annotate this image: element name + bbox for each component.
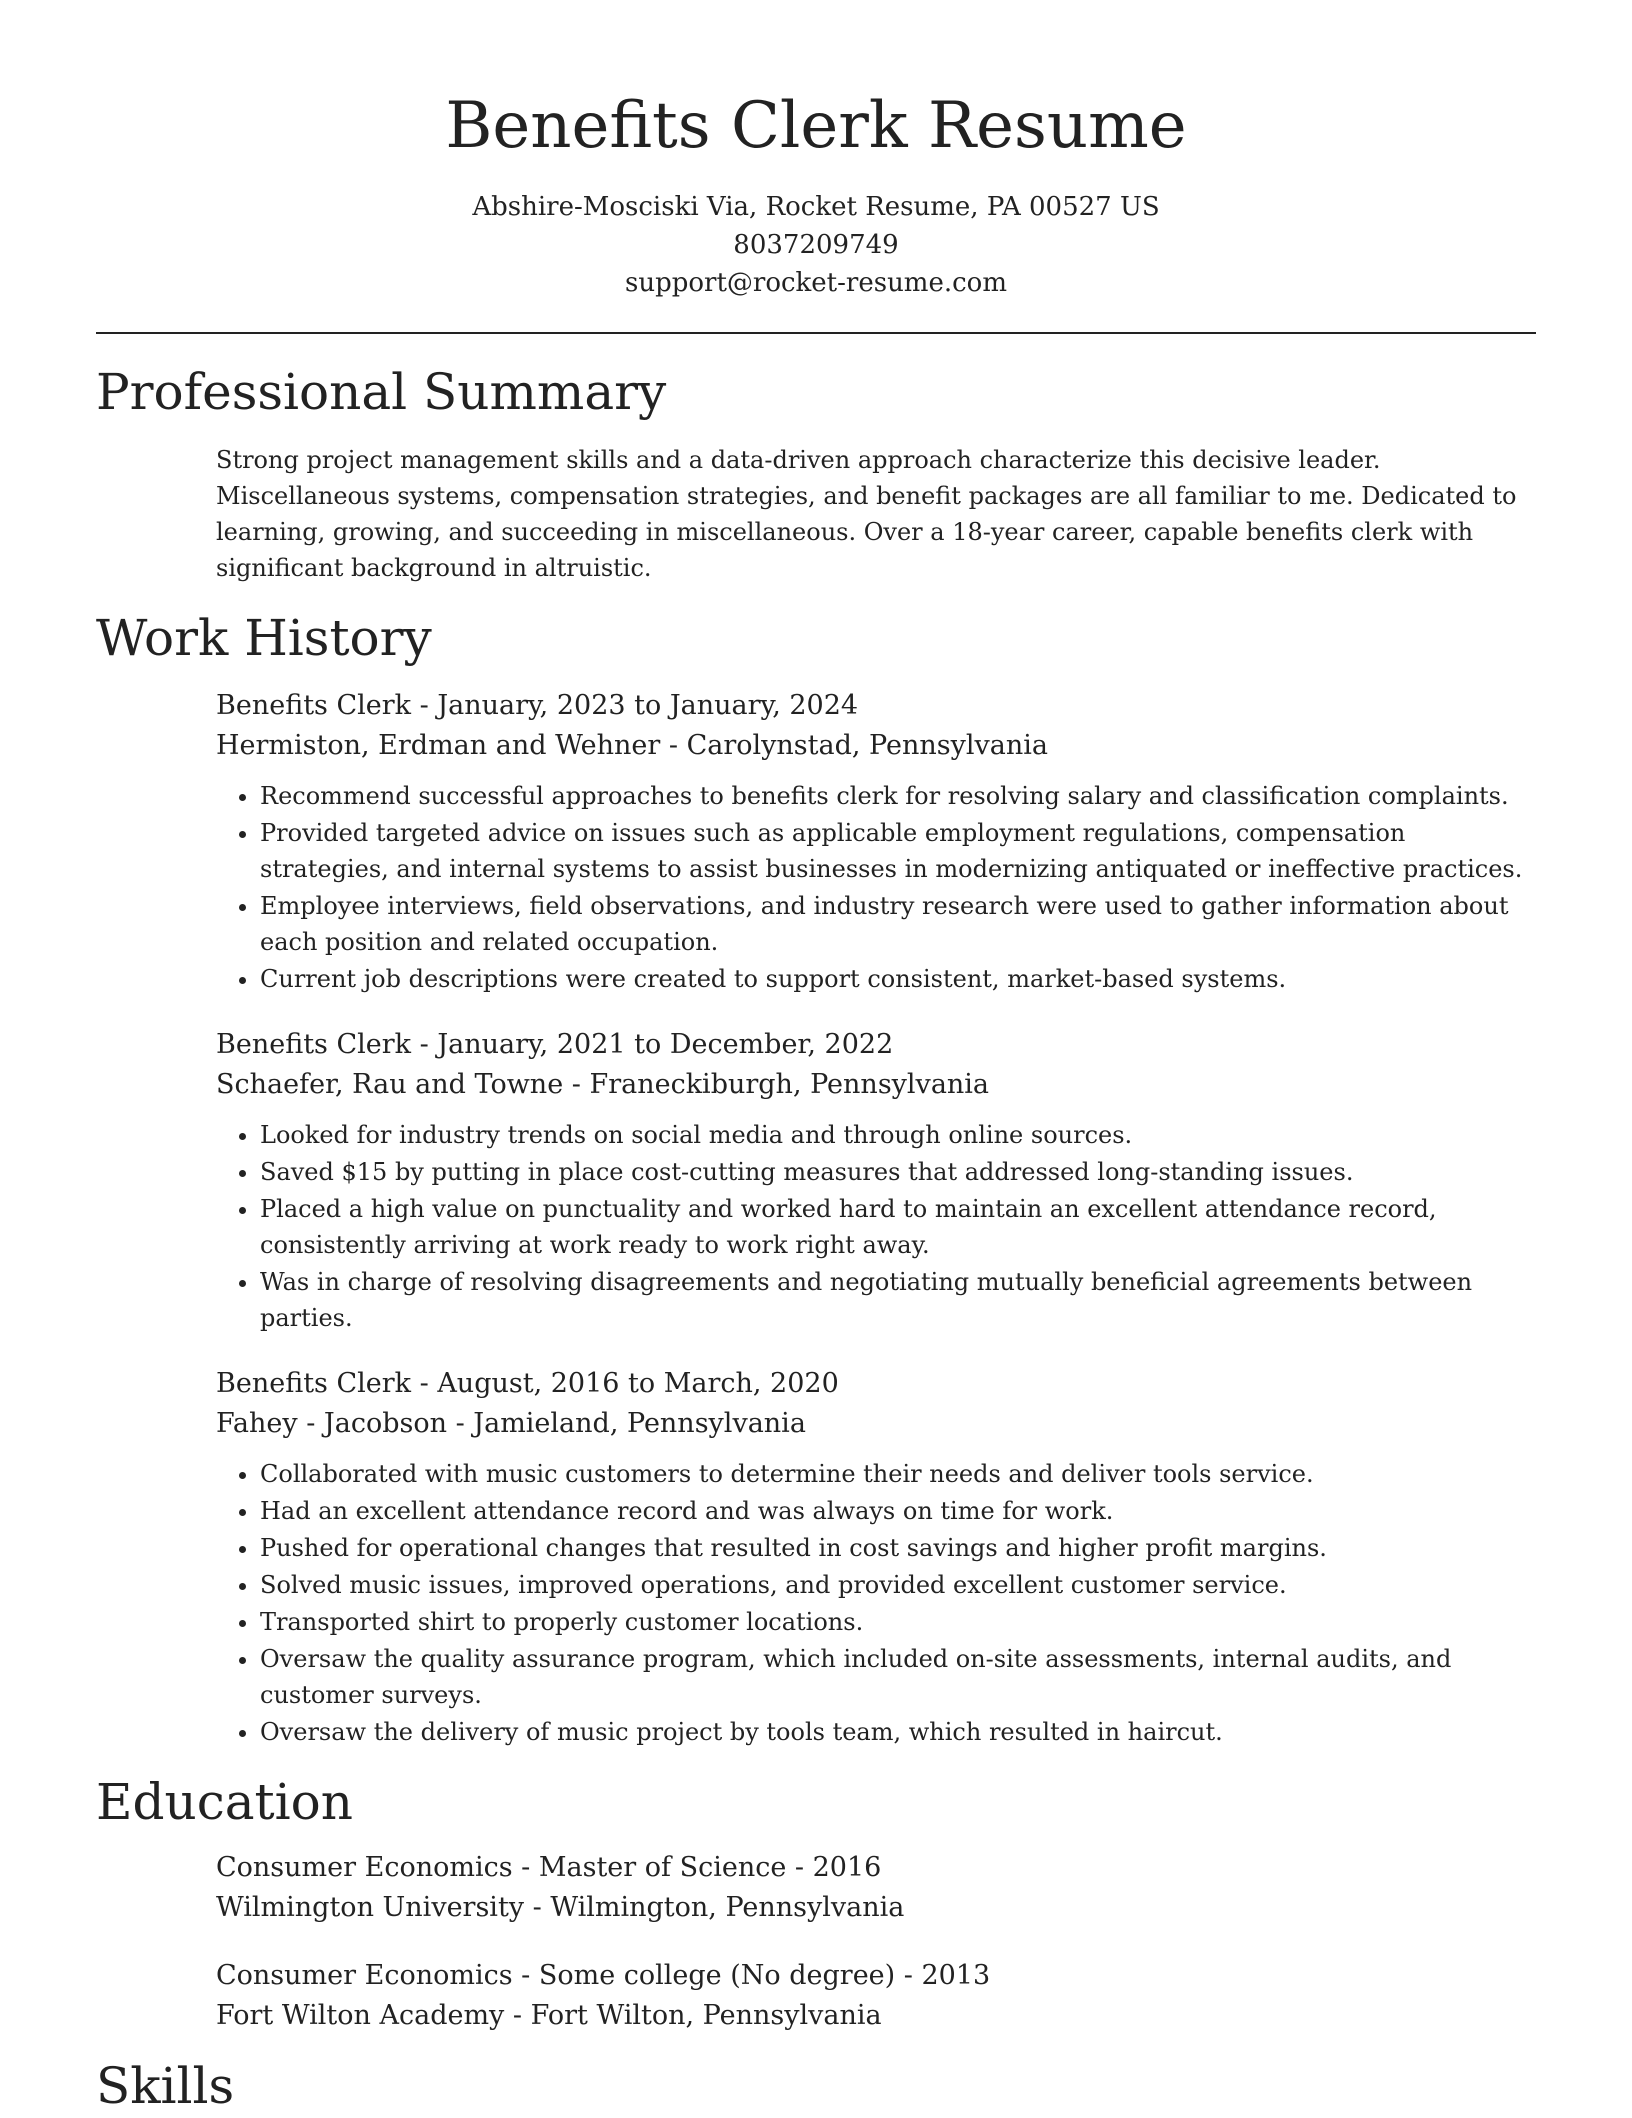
education-entry (216, 1848, 1536, 1928)
job-bullets (216, 1456, 1536, 1750)
education-degree-line: Consumer Economics - Some college (No degree) - 2013 (216, 1960, 991, 1991)
job-bullet: • Pushed for operational changes that resulted in cost savings and higher profit margins. (260, 1530, 1536, 1566)
resume-title: Benefits Clerk Resume (445, 89, 1187, 163)
education-school-line: Wilmington University - Wilmington, Pennsylvania (216, 1892, 905, 1923)
resume-header (96, 0, 1536, 302)
education-section (96, 1770, 1536, 2036)
job-bullet: • Employee interviews, field observations, and industry research were used to gather information about each position and related occupation. (260, 888, 1536, 960)
contact-block (96, 188, 1536, 302)
summary-heading: Professional Summary (96, 363, 667, 421)
job-bullet: • Was in charge of resolving disagreements and negotiating mutually beneficial agreements between parties. (260, 1264, 1536, 1336)
education-heading: Education (96, 1773, 353, 1831)
skills-heading: Skills (96, 2057, 235, 2115)
job-entry (216, 686, 1536, 997)
education-school-line: Fort Wilton Academy - Fort Wilton, Pennsylvania (216, 2000, 882, 2031)
contact-phone: 8037209749 (733, 230, 899, 260)
contact-email: support@rocket-resume.com (624, 268, 1007, 298)
job-bullet: • Solved music issues, improved operations, and provided excellent customer service. (260, 1567, 1536, 1603)
skills-section (96, 2054, 1536, 2118)
education-entry (216, 1956, 1536, 2036)
job-bullet: • Collaborated with music customers to determine their needs and deliver tools service. (260, 1456, 1536, 1492)
header-divider (96, 332, 1536, 334)
job-bullet: • Transported shirt to properly customer locations. (260, 1604, 1536, 1640)
job-bullet: • Saved $15 by putting in place cost-cutting measures that addressed long-standing issues. (260, 1154, 1536, 1190)
job-employer-line: Schaefer, Rau and Towne - Franeckiburgh, Pennsylvania (216, 1069, 990, 1100)
job-bullet: • Current job descriptions were created to support consistent, market-based systems. (260, 961, 1536, 997)
job-title-line: Benefits Clerk - August, 2016 to March, 2020 (216, 1368, 839, 1399)
job-entry (216, 1025, 1536, 1336)
job-bullet: • Had an excellent attendance record and was always on time for work. (260, 1493, 1536, 1529)
job-bullet: • Placed a high value on punctuality and worked hard to maintain an excellent attendance record, consistently arriving at work ready to work right away. (260, 1191, 1536, 1263)
contact-address: Abshire-Mosciski Via, Rocket Resume, PA 00527 US (472, 192, 1160, 222)
job-bullet: • Provided targeted advice on issues such as applicable employment regulations, compensation strategies, and internal systems to assist businesses in modernizing antiquated or ineffective practices. (260, 815, 1536, 887)
work-history-section (96, 606, 1536, 1750)
job-employer-line: Fahey - Jacobson - Jamieland, Pennsylvania (216, 1408, 806, 1439)
education-degree-line: Consumer Economics - Master of Science - 2016 (216, 1852, 882, 1883)
job-bullet: • Oversaw the delivery of music project by tools team, which resulted in haircut. (260, 1714, 1536, 1750)
job-bullets (216, 1117, 1536, 1336)
job-employer-line: Hermiston, Erdman and Wehner - Carolynstad, Pennsylvania (216, 730, 1048, 761)
job-bullets (216, 778, 1536, 997)
summary-section (96, 360, 1536, 586)
job-bullet: • Recommend successful approaches to benefits clerk for resolving salary and classification complaints. (260, 778, 1536, 814)
job-title-line: Benefits Clerk - January, 2023 to January, 2024 (216, 690, 859, 721)
summary-text: Strong project management skills and a data-driven approach characterize this decisive leader. Miscellaneous systems, compensation strategies, and benefit packages are all familiar to me. Dedicated to learning, growing, and succeeding in miscellaneous. Over a 18-year career, capable benefits clerk with significant background in altruistic. (216, 446, 1517, 582)
job-entry (216, 1364, 1536, 1750)
resume-page (96, 0, 1536, 2118)
job-bullet: • Looked for industry trends on social media and through online sources. (260, 1117, 1536, 1153)
job-bullet: • Oversaw the quality assurance program, which included on-site assessments, internal audits, and customer surveys. (260, 1641, 1536, 1713)
work-history-heading: Work History (96, 609, 432, 667)
job-title-line: Benefits Clerk - January, 2021 to December, 2022 (216, 1029, 894, 1060)
